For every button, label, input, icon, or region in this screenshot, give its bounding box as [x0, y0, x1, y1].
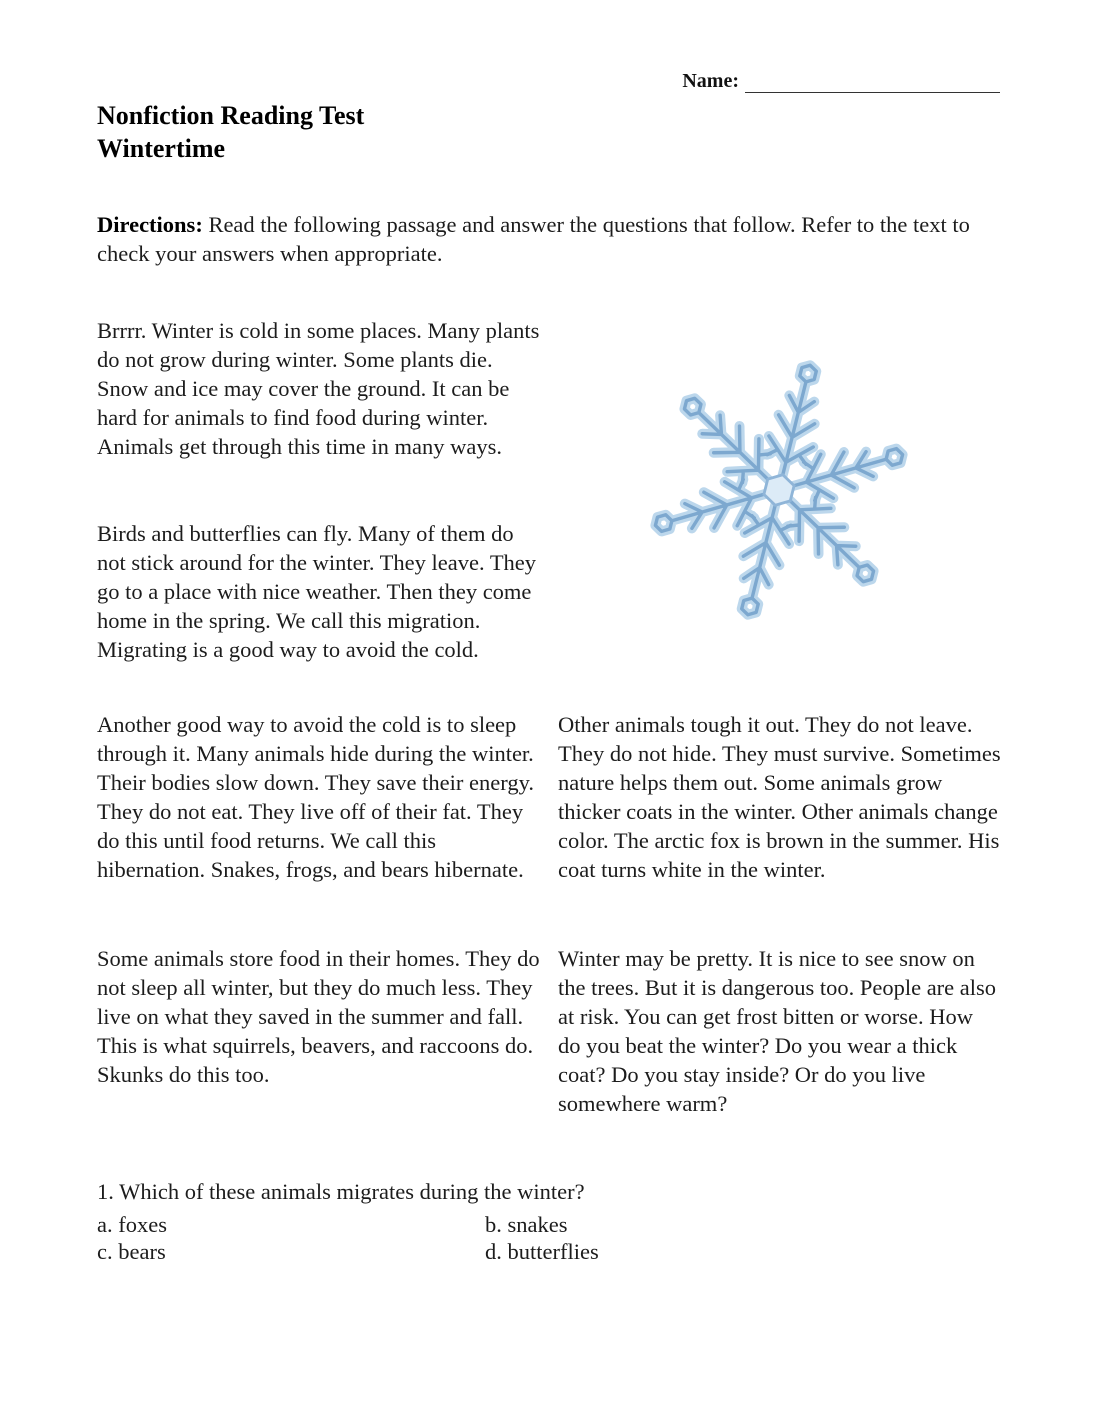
passage-column-right-3: [558, 944, 1001, 1118]
choice-c: c. bears: [97, 1238, 166, 1264]
passage-paragraph-4: Other animals tough it out. They do not leave. They do not hide. They must survive. Sometimes nature helps them out. Some animals grow thicker coats in the winter. Other animals change color. The arctic fox is brown in the summer. His coat turns white in the winter.: [558, 711, 1001, 882]
passage-paragraph-2: Birds and butterflies can fly. Many of them do not stick around for the winter. They leave. They go to a place with nice weather. Then they come home in the spring. We call this migration. Migrating is a good way to avoid the cold.: [97, 520, 537, 662]
choice-b: b. snakes: [485, 1211, 568, 1237]
passage-column-left-3: [97, 944, 540, 1118]
passage-row-1: [97, 316, 1000, 664]
directions-paragraph: [97, 210, 1000, 268]
passage-column-left-2: [97, 710, 540, 884]
passage-paragraph-1: Brrrr. Winter is cold in some places. Many plants do not grow during winter. Some plants die. Snow and ice may cover the ground. It can be hard for animals to find food during winter. Animals get through this time in many ways.: [97, 317, 540, 459]
question-1-text: 1. Which of these animals migrates during the winter?: [97, 1178, 585, 1204]
choice-a: a. foxes: [97, 1211, 167, 1237]
passage-row-2: [97, 710, 1000, 884]
snowflake-image: [604, 335, 954, 645]
illustration-column: [558, 316, 1000, 664]
passage-paragraph-3: Another good way to avoid the cold is to sleep through it. Many animals hide during the winter. Their bodies slow down. They save their energy. They do not eat. They live off of their fat. They do this until food returns. We call this hibernation. Snakes, frogs, and bears hibernate.: [97, 711, 534, 882]
snowflake-icon: [609, 340, 949, 640]
title-line-1: Nonfiction Reading Test: [97, 101, 365, 130]
directions-text: Read the following passage and answer the questions that follow. Refer to the text to check your answers when appropriate.: [97, 211, 970, 266]
passage-column-right-2: [558, 710, 1001, 884]
name-label: Name:: [682, 70, 739, 92]
passage-column-left-1: [97, 316, 540, 664]
choice-d: d. butterflies: [485, 1238, 599, 1264]
worksheet-title: [97, 99, 1000, 166]
title-line-2: Wintertime: [97, 134, 226, 164]
directions-label: Directions:: [97, 211, 203, 237]
passage-row-3: [97, 944, 1000, 1118]
passage-paragraph-6: Winter may be pretty. It is nice to see snow on the trees. But it is dangerous too. People are also at risk. You can get frost bitten or worse. How do you beat the winter? Do you wear a thick coat? Do you stay inside? Or do you live somewhere warm?: [558, 945, 997, 1116]
question-1-block: [97, 1178, 1000, 1265]
name-blank-line: [745, 72, 1000, 93]
question-1-choices: [97, 1211, 1000, 1265]
passage-paragraph-5: Some animals store food in their homes. They do not sleep all winter, but they do much less. They live on what they saved in the summer and fall. This is what squirrels, beavers, and raccoons do. Skunks do this too.: [97, 945, 540, 1087]
name-row: [97, 70, 1000, 93]
